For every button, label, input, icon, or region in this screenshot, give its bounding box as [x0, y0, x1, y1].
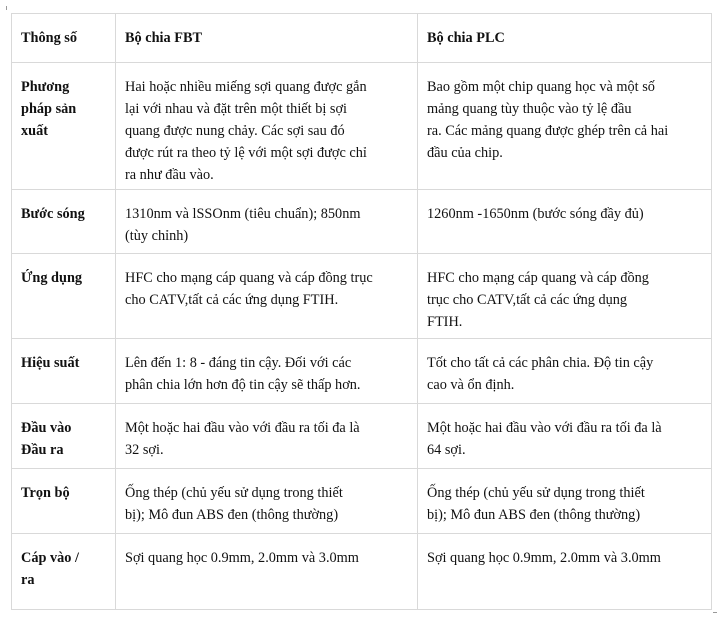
plc-cell [418, 404, 712, 469]
fbt-value: Lên đến 1: 8 - đáng tin cậy. Đối với các phân chia lớn hơn độ tin cậy sẽ thấp hơn. [125, 355, 361, 393]
corner-mark-top-left [6, 6, 10, 10]
row-label-cell [12, 534, 116, 610]
row-label-cell [12, 190, 116, 254]
plc-cell [418, 469, 712, 534]
plc-value: 1260nm -1650nm (bước sóng đầy đủ) [427, 206, 644, 222]
row-label-cell [12, 339, 116, 404]
plc-value: Ống thép (chủ yếu sử dụng trong thiết bị); Mô đun ABS đen (thông thường) [427, 485, 645, 523]
table-row-cable-in-out [12, 534, 712, 610]
table-row-package [12, 469, 712, 534]
fbt-value: Ống thép (chủ yếu sử dụng trong thiết bị); Mô đun ABS đen (thông thường) [125, 485, 343, 523]
row-label: Phương pháp sản xuất [21, 79, 77, 139]
fbt-cell [116, 534, 418, 610]
row-label: Đầu vào Đầu ra [21, 420, 72, 458]
plc-value: HFC cho mạng cáp quang và cáp đồng trục cho CATV,tất cả các ứng dụng FTIH. [427, 270, 649, 330]
header-cell-fbt [116, 14, 418, 63]
plc-cell [418, 534, 712, 610]
fbt-value: 1310nm và lSSOnm (tiêu chuẩn); 850nm (tùy chỉnh) [125, 206, 361, 244]
header-plc-label: Bộ chia PLC [427, 30, 505, 46]
row-label: Cáp vào / ra [21, 550, 79, 588]
header-row [12, 14, 712, 63]
row-label: Trọn bộ [21, 485, 70, 501]
comparison-table [11, 13, 712, 610]
plc-cell [418, 254, 712, 339]
row-label-cell [12, 469, 116, 534]
row-label-cell [12, 63, 116, 190]
plc-cell [418, 190, 712, 254]
fbt-value: Một hoặc hai đầu vào với đầu ra tối đa là 32 sợi. [125, 420, 360, 458]
row-label: Hiệu suất [21, 355, 80, 371]
table-row-performance [12, 339, 712, 404]
fbt-cell [116, 469, 418, 534]
plc-value: Bao gồm một chip quang học và một số mảng quang tùy thuộc vào tỷ lệ đầu ra. Các mảng quang được ghép trên cả hai đầu của chip. [427, 79, 669, 161]
fbt-value: Sợi quang học 0.9mm, 2.0mm và 3.0mm [125, 550, 359, 566]
plc-value: Một hoặc hai đầu vào với đầu ra tối đa là 64 sợi. [427, 420, 662, 458]
fbt-cell [116, 190, 418, 254]
header-fbt-label: Bộ chia FBT [125, 30, 203, 46]
table-row-manufacturing-method [12, 63, 712, 190]
plc-cell [418, 339, 712, 404]
row-label-cell [12, 254, 116, 339]
fbt-cell [116, 404, 418, 469]
plc-value: Tốt cho tất cả các phân chia. Độ tin cậy cao và ổn định. [427, 355, 654, 393]
fbt-cell [116, 63, 418, 190]
plc-value: Sợi quang học 0.9mm, 2.0mm và 3.0mm [427, 550, 661, 566]
row-label-cell [12, 404, 116, 469]
row-label: Ứng dụng [21, 270, 83, 286]
header-cell-parameter [12, 14, 116, 63]
fbt-value: HFC cho mạng cáp quang và cáp đồng trục cho CATV,tất cả các ứng dụng FTIH. [125, 270, 373, 308]
fbt-cell [116, 254, 418, 339]
corner-mark-bottom-right [713, 612, 717, 616]
header-parameter-label: Thông số [21, 30, 78, 46]
plc-cell [418, 63, 712, 190]
fbt-cell [116, 339, 418, 404]
table-row-wavelength [12, 190, 712, 254]
fbt-value: Hai hoặc nhiều miếng sợi quang được gắn lại với nhau và đặt trên một thiết bị sợi quang được nung chảy. Các sợi sau đó được rút ra theo tỷ lệ với một sợi được chỉ ra như đầu vào. [125, 79, 367, 183]
row-label: Bước sóng [21, 206, 85, 222]
table-row-application [12, 254, 712, 339]
header-cell-plc [418, 14, 712, 63]
table-row-input-output [12, 404, 712, 469]
